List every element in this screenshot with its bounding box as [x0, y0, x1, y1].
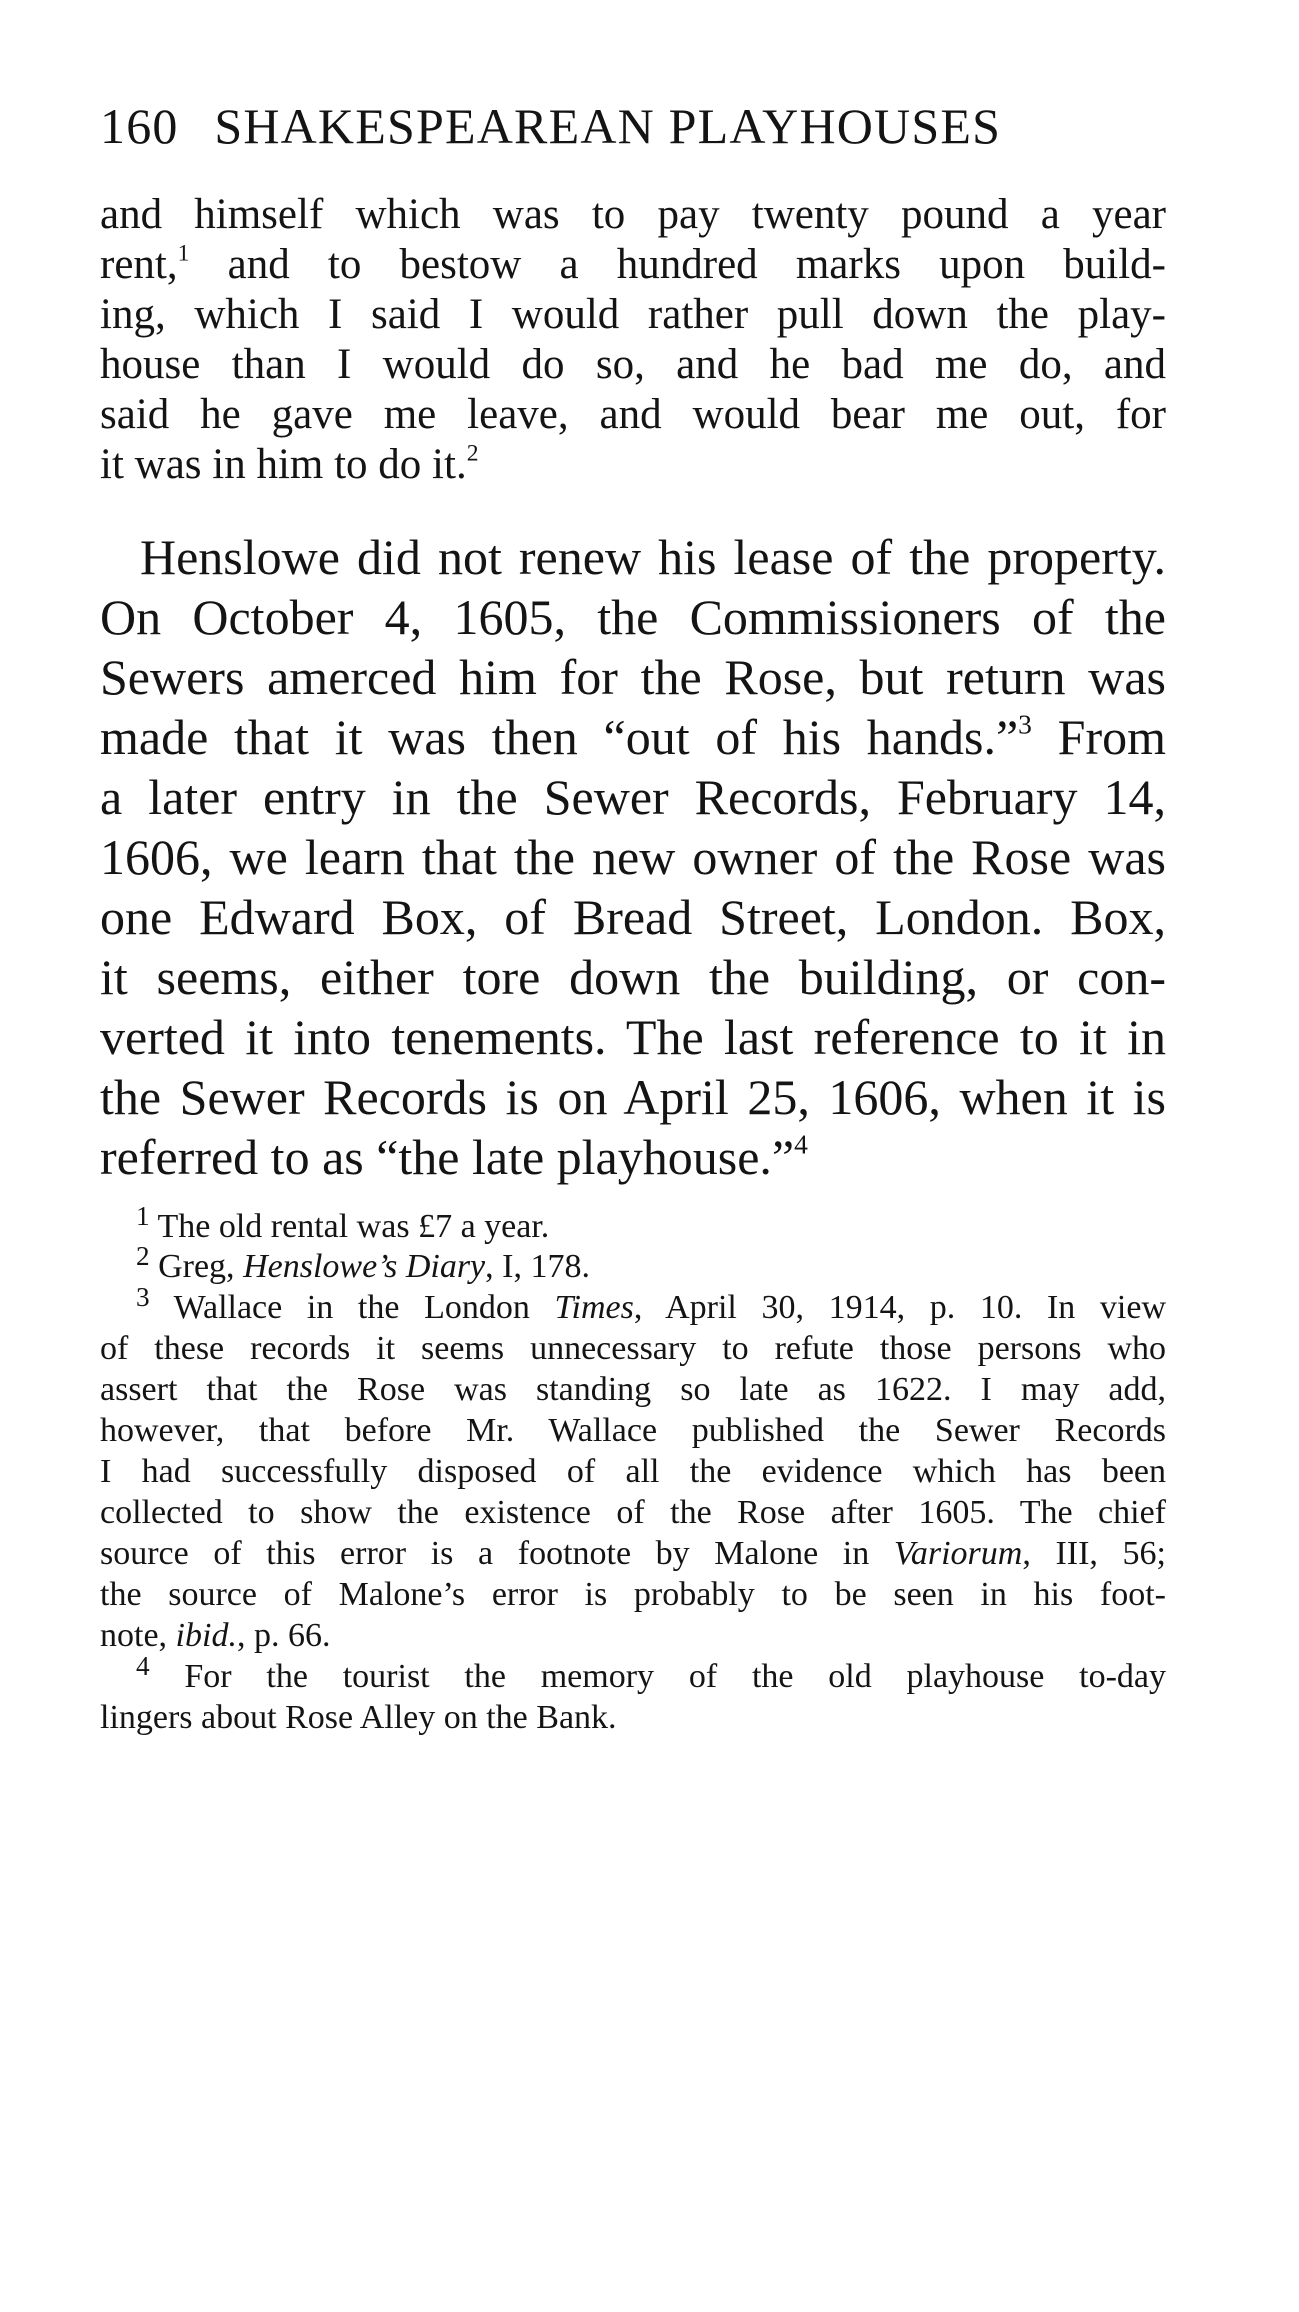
- paragraph-line: Sewers amerced him for the Rose, but return was: [100, 649, 1166, 705]
- footnote-line: collected to show the existence of the Rose after 1605. The chief: [100, 1494, 1166, 1531]
- footnote-line: I had successfully disposed of all the evidence which has been: [100, 1453, 1166, 1490]
- paragraph-line: the Sewer Records is on April 25, 1606, when it is: [100, 1069, 1166, 1125]
- paragraph-line: made that it was then “out of his hands.”$^3$ From: [100, 708, 1166, 765]
- footnote-ref: 2: [466, 440, 479, 467]
- footnote-1: $^1$ The old rental was £7 a year.: [136, 1200, 550, 1245]
- footnote-line: source of this error is a footnote by Malone in Variorum, III, 56;: [100, 1535, 1166, 1572]
- paragraph-line: 1606, we learn that the new owner of the Rose was: [100, 829, 1166, 885]
- paragraph-line: it seems, either tore down the building, or con-: [100, 949, 1166, 1005]
- footnote-ref: 1: [177, 240, 190, 267]
- paragraph-line: On October 4, 1605, the Commissioners of the: [100, 589, 1166, 645]
- paragraph-line: one Edward Box, of Bread Street, London. Box,: [100, 889, 1166, 945]
- quote-line: house than I would do so, and he bad me do, and: [100, 341, 1166, 388]
- quote-line: rent,$^1$ and to bestow a hundred marks upon build-: [100, 240, 1166, 288]
- page-number: 160: [100, 98, 179, 154]
- footnote-line: however, that before Mr. Wallace published the Sewer Records: [100, 1412, 1166, 1449]
- running-title: SHAKESPEAREAN PLAYHOUSES: [214, 98, 1002, 154]
- footnote-3: $^3$ Wallace in the London Times, April 30, 1914, p. 10. In view: [136, 1281, 1166, 1326]
- footnote-line: of these records it seems unnecessary to refute those persons who: [100, 1330, 1166, 1367]
- paragraph-line: verted it into tenements. The last reference to it in: [100, 1009, 1166, 1065]
- footnote-ref: 3: [1018, 708, 1032, 740]
- footnote-line: assert that the Rose was standing so late as 1622. I may add,: [100, 1371, 1166, 1408]
- footnote-ref: 4: [794, 1128, 808, 1160]
- running-header: [100, 98, 1001, 154]
- quote-line: ing, which I said I would rather pull down the play-: [100, 291, 1166, 338]
- paragraph-line: a later entry in the Sewer Records, February 14,: [100, 769, 1166, 825]
- footnote-line: note, ibid., p. 66.: [100, 1617, 331, 1654]
- paragraph-line: referred to as “the late playhouse.”$^4$: [100, 1128, 808, 1185]
- footnote-4: $^4$ For the tourist the memory of the old playhouse to-day: [136, 1650, 1167, 1695]
- quote-line: and himself which was to pay twenty pound a year: [100, 191, 1166, 238]
- quote-line: it was in him to do it.$^2$: [100, 440, 479, 488]
- footnote-line: lingers about Rose Alley on the Bank.: [100, 1699, 617, 1736]
- quote-line: said he gave me leave, and would bear me out, for: [100, 391, 1166, 438]
- footnote-line: the source of Malone’s error is probably to be seen in his foot-: [100, 1576, 1166, 1613]
- paragraph-line: Henslowe did not renew his lease of the property.: [140, 529, 1166, 585]
- footnote-2: $^2$ Greg, Henslowe’s Diary, I, 178.: [136, 1240, 590, 1285]
